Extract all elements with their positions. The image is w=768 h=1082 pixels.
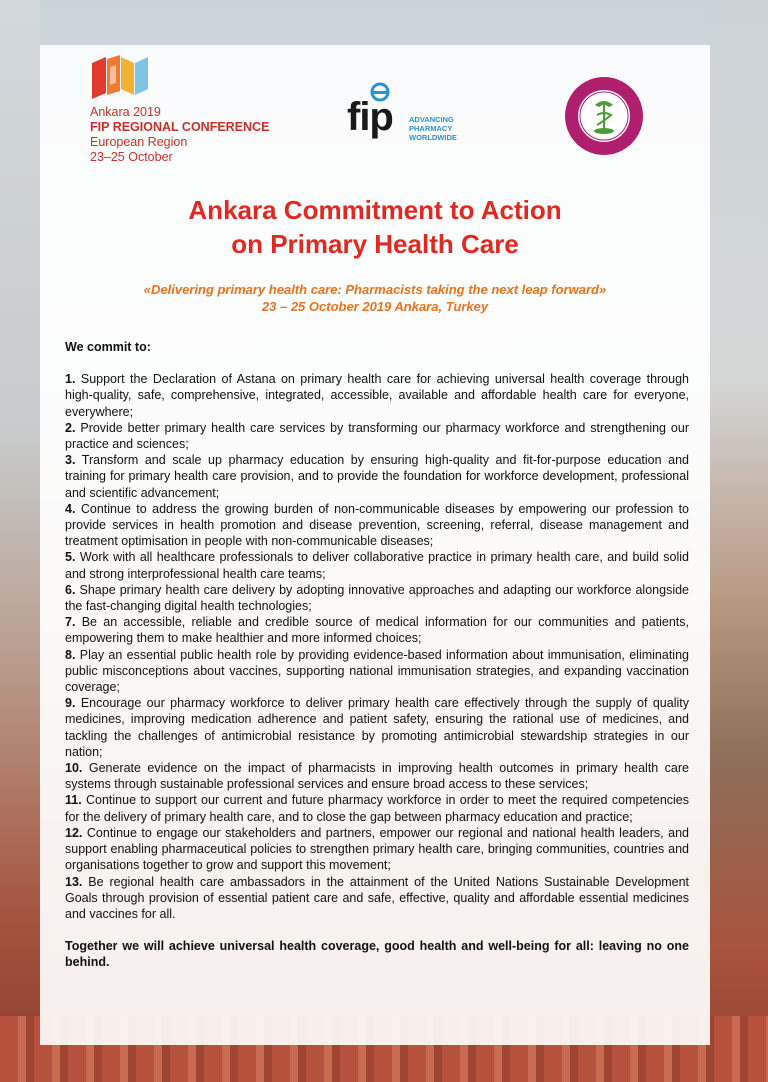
commitment-number: 12. [65,825,83,840]
commitment-text: Transform and scale up pharmacy education by ensuring high-quality and fit-for-purpose education and training for primary health care provision, and to provide the foundation for workforce development, professional and scientific advancement; [65,453,690,500]
fip-wordmark: fip [347,95,393,139]
commitment-number: 10. [65,761,83,776]
commitment-number: 1. [65,372,76,387]
commitment-item [65,825,689,874]
commitment-item [65,614,689,646]
commitment-text: Continue to engage our stakeholders and partners, empower our regional and national health leaders, and support enabling pharmaceutical policies to strengthen primary health care, bringing communities, countries and organisations together to grow and support this movement; [65,825,689,873]
commitment-item [65,760,689,792]
commitment-number: 7. [65,615,76,630]
title-line: Ankara Commitment to Action [188,195,562,225]
commitment-text: Continue to support our current and future pharmacy workforce in order to meet the required competencies for the delivery of primary health care, and to close the gap between pharmacy education and practice; [65,793,689,824]
page-subtitle [40,281,710,315]
commitment-text: Work with all healthcare professionals to deliver collaborative practice in primary health care, and build solid and strong interprofessional health care teams; [65,550,689,581]
commitment-list [65,371,689,922]
commitment-text: Play an essential public health role by providing evidence-based information about immunisation, eliminating public misconceptions about vaccines, supporting national immunisation strategies, and expanding vaccination coverage; [65,647,689,695]
turkish-pharmacists-seal-icon [563,75,645,157]
document-page [40,45,710,1045]
conference-year: Ankara 2019 [90,105,161,119]
conference-logo [90,53,330,178]
commitment-number: 6. [65,582,76,597]
subtitle-theme: «Delivering primary health care: Pharmacists taking the next leap forward» [143,282,607,297]
commitment-text: Be regional health care ambassadors in the attainment of the United Nations Sustainable Development Goals through provision of essential patient care and safe, effective, quality and affordable essential medicines and vaccines for all. [65,874,689,921]
commitment-item [65,792,689,824]
commitment-text: Provide better primary health care services by transforming our pharmacy workforce and strengthening our practice and sciences; [65,420,689,452]
intro-text: We commit to: [65,340,151,354]
commitment-number: 4. [65,501,76,516]
commitment-number: 8. [65,647,76,662]
title-line: on Primary Health Care [231,229,519,259]
commitment-item [65,695,689,760]
closing-statement: Together we will achieve universal health coverage, good health and well-being for all: leaving no one behind. [65,939,689,970]
commitment-item [65,647,689,696]
commitment-item [65,582,689,614]
commitment-number: 13. [65,874,83,889]
fip-tagline-line: WORLDWIDE [409,133,457,142]
commitment-number: 5. [65,550,76,565]
commitment-text: Continue to address the growing burden of non-communicable diseases by empowering our profession to provide services in health promotion and disease prevention, screening, referral, disease management and treatment optimisation in people with non-communicable diseases; [65,501,689,549]
commitment-text: Support the Declaration of Astana on primary health care for achieving universal health coverage through high-quality, safe, comprehensive, integrated, accessible, available and affordable health care for everyone, everywhere; [65,372,689,419]
fip-tagline [409,115,457,142]
fip-tagline-line: ADVANCING [409,115,454,124]
conference-region: European Region [90,135,188,149]
commitment-item [65,420,689,452]
page-title [40,193,710,261]
commitment-body [65,339,689,971]
commitment-number: 2. [65,420,76,435]
conference-mark-icon [90,53,160,101]
commitment-item [65,452,689,501]
background-photo-left [0,0,40,1082]
commitment-item [65,874,689,923]
commitment-text: Generate evidence on the impact of pharmacists in improving health outcomes in primary health care systems through sustainable professional services and ensure broad access to these services; [65,761,689,792]
fip-tagline-line: PHARMACY [409,124,453,133]
subtitle-date-location: 23 – 25 October 2019 Ankara, Turkey [261,299,489,314]
commitment-item [65,371,689,420]
commitment-text: Shape primary health care delivery by adopting innovative approaches and adapting our workforce alongside the fast-changing digital health technologies; [65,582,689,614]
commitment-text: Encourage our pharmacy workforce to deliver primary health care effectively through the supply of quality medicines, improving medication adherence and patient safety, ensuring the rational use of medicines, and tackling the challenges of antimicrobial resistance by promoting antimicrobial stewardship strategies in our nation; [65,696,689,759]
conference-dates: 23–25 October [90,150,173,164]
fip-logo [347,85,467,155]
commitment-text: Be an accessible, reliable and credible source of medical information for our communities and patients, empowering them to make healthier and more informed choices; [65,615,689,646]
background-photo-right [710,0,768,1082]
commitment-item [65,501,689,550]
commitment-number: 9. [65,696,76,711]
commitment-item [65,549,689,581]
conference-name: FIP REGIONAL CONFERENCE [90,120,270,134]
commitment-number: 11. [65,793,82,808]
commitment-number: 3. [65,453,76,468]
